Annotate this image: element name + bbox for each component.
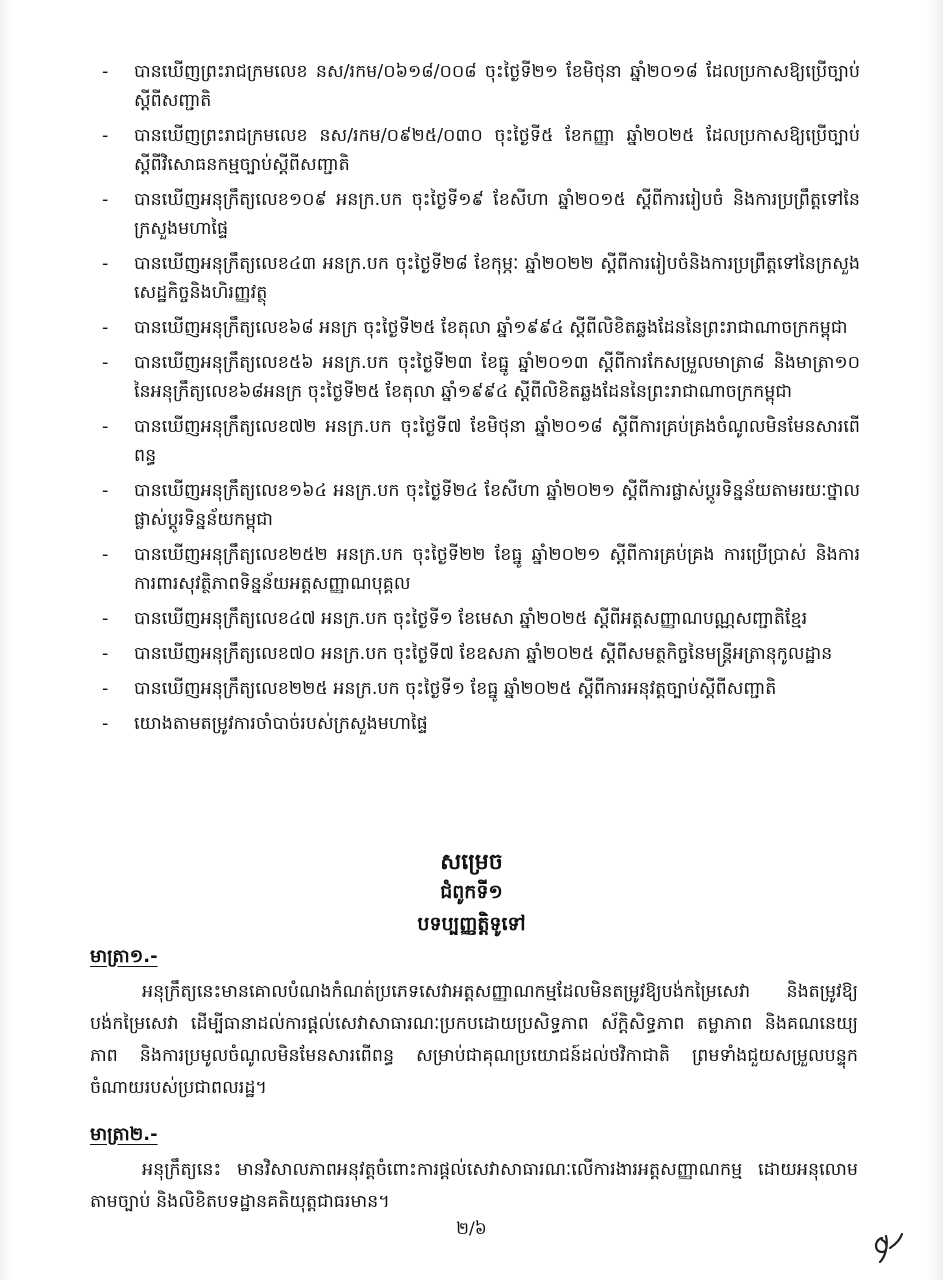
list-item-text: បានឃើញអនុក្រឹត្យលេខ៤៣ អនក្រ.បក ចុះថ្ងៃទី២៨ ខែកុម្ភៈ ឆ្នាំ២០២២ ស្តីពីការរៀបចំនិងការប្រព្រឹត្តទៅនៃក្រសួងសេដ្ឋកិច្ចនិងហិរញ្ញវត្ថុ (134, 254, 860, 303)
chapter-title: បទប្បញ្ញត្តិទូទៅ (417, 913, 526, 935)
list-item (100, 314, 860, 343)
article-1-title: មាត្រា១.- (90, 946, 158, 967)
list-item (100, 605, 860, 634)
list-item-text: បានឃើញអនុក្រឹត្យលេខ៤៧ អនក្រ.បក ចុះថ្ងៃទី១ ខែមេសា ឆ្នាំ២០២៥ ស្តីពីអត្តសញ្ញាណបណ្ណសញ្ជាតិខ្មែរ (134, 609, 808, 629)
list-item (100, 122, 860, 180)
list-item-text: បានឃើញអនុក្រឹត្យលេខ១៦៤ អនក្រ.បក ចុះថ្ងៃទី២៤ ខែសីហា ឆ្នាំ២០២១ ស្តីពីការផ្លាស់ប្តូរទិន្នន័យតាមរយៈថ្នាលផ្លាស់ប្តូរទិន្នន័យកម្ពុជា (134, 481, 860, 530)
list-item-text: បានឃើញព្រះរាជក្រមលេខ នស/រកម/០៦១៨/០០៨ ចុះថ្ងៃទី២១ ខែមិថុនា ឆ្នាំ២០១៨ ដែលប្រកាសឱ្យប្រើច្បាប់ស្តីពីសញ្ជាតិ (134, 62, 860, 111)
bullet-dash: - (102, 62, 109, 82)
list-item (100, 413, 860, 471)
list-item (100, 710, 860, 739)
bullet-dash: - (102, 679, 109, 699)
list-item (100, 250, 860, 308)
bullet-dash: - (102, 190, 109, 210)
bullet-dash: - (102, 644, 109, 664)
list-item-text: បានឃើញអនុក្រឹត្យលេខ៥៦ អនក្រ.បក ចុះថ្ងៃទី២៣ ខែធ្នូ ឆ្នាំ២០១៣ ស្តីពីការកែសម្រួលមាត្រា៨ និងមាត្រា១០ នៃអនុក្រឹត្យលេខ៦៨អនក្រ ចុះថ្ងៃទី២៥ ខែតុលា ឆ្នាំ១៩៩៤ ស្តីពីលិខិតឆ្លងដែននៃព្រះរាជាណាចក្រកម្ពុជា (134, 353, 860, 402)
bullet-dash: - (102, 545, 109, 565)
list-item (100, 675, 860, 704)
list-item-text: យោងតាមតម្រូវការចាំបាច់របស់ក្រសួងមហាផ្ទៃ (134, 714, 428, 734)
list-item-text: បានឃើញអនុក្រឹត្យលេខ១០៩ អនក្រ.បក ចុះថ្ងៃទី១៩ ខែសីហា ឆ្នាំ២០១៥ ស្តីពីការរៀបចំ និងការប្រព្រឹត្តទៅនៃក្រសួងមហាផ្ទៃ (134, 190, 860, 239)
list-item (100, 349, 860, 407)
list-item-text: បានឃើញអនុក្រឹត្យលេខ៧០ អនក្រ.បក ចុះថ្ងៃទី៧ ខែឧសភា ឆ្នាំ២០២៥ ស្តីពីសមត្ថកិច្ចនៃមន្ត្រីអត្រានុកូលដ្ឋាន (134, 644, 833, 664)
bullet-dash: - (102, 126, 109, 146)
article-2-text: អនុក្រឹត្យនេះ មានវិសាលភាពអនុវត្តចំពោះការផ្តល់សេវាសាធារណៈលើការងារអត្តសញ្ញាណកម្ម ដោយអនុលោមតាមច្បាប់ និងលិខិតបទដ្ឋានគតិយុត្តជាធរមាន។ (90, 1160, 858, 1212)
bullet-dash: - (102, 609, 109, 629)
legal-basis-list (100, 58, 860, 745)
bullet-dash: - (102, 417, 109, 437)
list-item (100, 58, 860, 116)
decision-heading: សម្រេច (440, 850, 503, 875)
list-item-text: បានឃើញព្រះរាជក្រមលេខ នស/រកម/០៩២៥/០៣០ ចុះថ្ងៃទី៥ ខែកញ្ញា ឆ្នាំ២០២៥ ដែលប្រកាសឱ្យប្រើច្បាប់ស្តីពីវិសោធនកម្មច្បាប់ស្តីពីសញ្ជាតិ (134, 126, 860, 175)
list-item (100, 640, 860, 669)
bullet-dash: - (102, 318, 109, 338)
list-item-text: បានឃើញអនុក្រឹត្យលេខ៧២ អនក្រ.បក ចុះថ្ងៃទី៧ ខែមិថុនា ឆ្នាំ២០១៨ ស្តីពីការគ្រប់គ្រងចំណូលមិនមែនសារពើពន្ធ (134, 417, 860, 466)
article-2-title: មាត្រា២.- (90, 1124, 158, 1145)
bullet-dash: - (102, 254, 109, 274)
list-item (100, 477, 860, 535)
list-item (100, 541, 860, 599)
chapter-heading: ជំពូកទី១ (440, 881, 503, 903)
list-item (100, 186, 860, 244)
article-1-text: អនុក្រឹត្យនេះមានគោលបំណងកំណត់ប្រភេទសេវាអត្តសញ្ញាណកម្មដែលមិនតម្រូវឱ្យបង់កម្រៃសេវា និងតម្រូវឱ្យបង់កម្រៃសេវា ដើម្បីធានាដល់ការផ្តល់សេវាសាធារណៈប្រកបដោយប្រសិទ្ធភាព ស័ក្តិសិទ្ធភាព តម្លាភាព និងគណនេយ្យភាព និងការប្រមូលចំណូលមិនមែនសារពើពន្ធ សម្រាប់ជាគុណប្រយោជន៍ដល់ថវិកាជាតិ ព្រមទាំងជួយសម្រួលបន្ទុកចំណាយរបស់ប្រជាពលរដ្ឋ។ (90, 982, 858, 1098)
bullet-dash: - (102, 481, 109, 501)
bullet-dash: - (102, 353, 109, 373)
list-item-text: បានឃើញអនុក្រឹត្យលេខ២៥២ អនក្រ.បក ចុះថ្ងៃទី២២ ខែធ្នូ ឆ្នាំ២០២១ ស្តីពីការគ្រប់គ្រង ការប្រើប្រាស់ និងការការពារសុវត្ថិភាពទិន្នន័យអត្តសញ្ញាណបុគ្គល (134, 545, 860, 594)
handwritten-initials (868, 1230, 906, 1264)
bullet-dash: - (102, 714, 109, 734)
list-item-text: បានឃើញអនុក្រឹត្យលេខ៦៨ អនក្រ ចុះថ្ងៃទី២៥ ខែតុលា ឆ្នាំ១៩៩៤ ស្តីពីលិខិតឆ្លងដែននៃព្រះរាជាណាចក្រកម្ពុជា (134, 318, 848, 338)
page-number: ២/៦ (456, 1219, 487, 1239)
list-item-text: បានឃើញអនុក្រឹត្យលេខ២២៥ អនក្រ.បក ចុះថ្ងៃទី១ ខែធ្នូ ឆ្នាំ២០២៥ ស្តីពីការអនុវត្តច្បាប់ស្តីពីសញ្ជាតិ (134, 679, 777, 699)
